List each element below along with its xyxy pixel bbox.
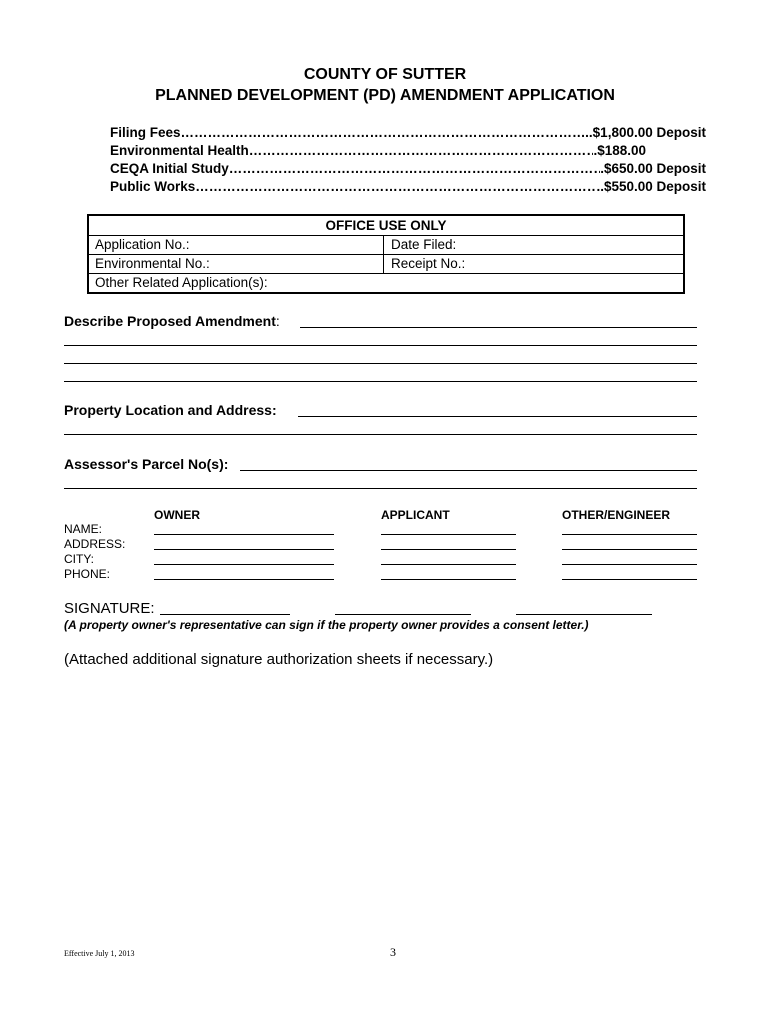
- owner-city-line[interactable]: [154, 564, 334, 565]
- applicant-city-line[interactable]: [381, 564, 516, 565]
- fee-environmental-health: [110, 143, 646, 158]
- other-phone-line[interactable]: [562, 579, 697, 580]
- fee-amount: .$188.00: [593, 143, 646, 158]
- other-city-line[interactable]: [562, 564, 697, 565]
- phone-row-label: PHONE:: [64, 567, 111, 581]
- office-divider: [383, 235, 384, 273]
- environmental-no-label: Environmental No.:: [95, 256, 210, 271]
- owner-header: OWNER: [154, 508, 200, 522]
- page-subtitle: PLANNED DEVELOPMENT (PD) AMENDMENT APPLICATION: [155, 87, 615, 104]
- owner-phone-line[interactable]: [154, 579, 334, 580]
- fee-filing: [110, 125, 706, 140]
- page-number: 3: [390, 945, 396, 959]
- parcel-line-1[interactable]: [240, 470, 697, 471]
- describe-amendment-line-4[interactable]: [64, 381, 697, 382]
- fee-amount: ..$1,800.00 Deposit: [585, 125, 706, 140]
- applicant-phone-line[interactable]: [381, 579, 516, 580]
- applicant-name-line[interactable]: [381, 534, 516, 535]
- property-location-line-2[interactable]: [64, 434, 697, 435]
- signature-owner-line[interactable]: [160, 614, 290, 615]
- describe-amendment-label: [64, 313, 280, 329]
- signature-other-line[interactable]: [516, 614, 652, 615]
- signature-label: SIGNATURE:: [64, 600, 155, 617]
- office-row-application: [89, 235, 683, 254]
- describe-amendment-colon: :: [275, 313, 280, 329]
- address-row-label: ADDRESS:: [64, 537, 126, 551]
- parcel-line-2[interactable]: [64, 488, 697, 489]
- other-name-line[interactable]: [562, 534, 697, 535]
- describe-amendment-line-2[interactable]: [64, 345, 697, 346]
- fee-amount: .$650.00 Deposit: [600, 161, 706, 176]
- office-use-heading: OFFICE USE ONLY: [325, 218, 447, 233]
- signature-applicant-line[interactable]: [335, 614, 471, 615]
- parcel-label: Assessor's Parcel No(s):: [64, 456, 229, 472]
- property-location-label: Property Location and Address:: [64, 402, 277, 418]
- other-address-line[interactable]: [562, 549, 697, 550]
- other-related-label: Other Related Application(s):: [95, 275, 268, 290]
- owner-address-line[interactable]: [154, 549, 334, 550]
- office-use-box: [87, 214, 685, 294]
- other-engineer-header: OTHER/ENGINEER: [562, 508, 671, 522]
- owner-name-line[interactable]: [154, 534, 334, 535]
- describe-amendment-line-3[interactable]: [64, 363, 697, 364]
- describe-amendment-line-1[interactable]: [300, 327, 697, 328]
- fee-label: Filing Fees: [110, 125, 181, 140]
- fee-amount: ..$550.00 Deposit: [596, 179, 706, 194]
- date-filed-label: Date Filed:: [391, 237, 457, 252]
- fee-label: Public Works: [110, 179, 196, 194]
- receipt-no-label: Receipt No.:: [391, 256, 466, 271]
- applicant-header: APPLICANT: [381, 508, 450, 522]
- fee-ceqa: [110, 161, 706, 176]
- city-row-label: CITY:: [64, 552, 95, 566]
- name-row-label: NAME:: [64, 522, 103, 536]
- fee-label: Environmental Health: [110, 143, 249, 158]
- office-row-environmental: [89, 254, 683, 273]
- page-title: COUNTY OF SUTTER: [303, 66, 467, 83]
- signature-note: (A property owner's representative can sign if the property owner provides a consent letter.): [64, 618, 589, 632]
- office-row-other: [89, 273, 683, 292]
- effective-date: Effective July 1, 2013: [64, 949, 135, 958]
- fee-label: CEQA Initial Study: [110, 161, 229, 176]
- attached-sheets-note: (Attached additional signature authorization sheets if necessary.): [64, 651, 494, 668]
- fee-public-works: [110, 179, 706, 194]
- property-location-line-1[interactable]: [298, 416, 697, 417]
- applicant-address-line[interactable]: [381, 549, 516, 550]
- describe-amendment-text: Describe Proposed Amendment: [64, 313, 276, 329]
- application-no-label: Application No.:: [95, 237, 190, 252]
